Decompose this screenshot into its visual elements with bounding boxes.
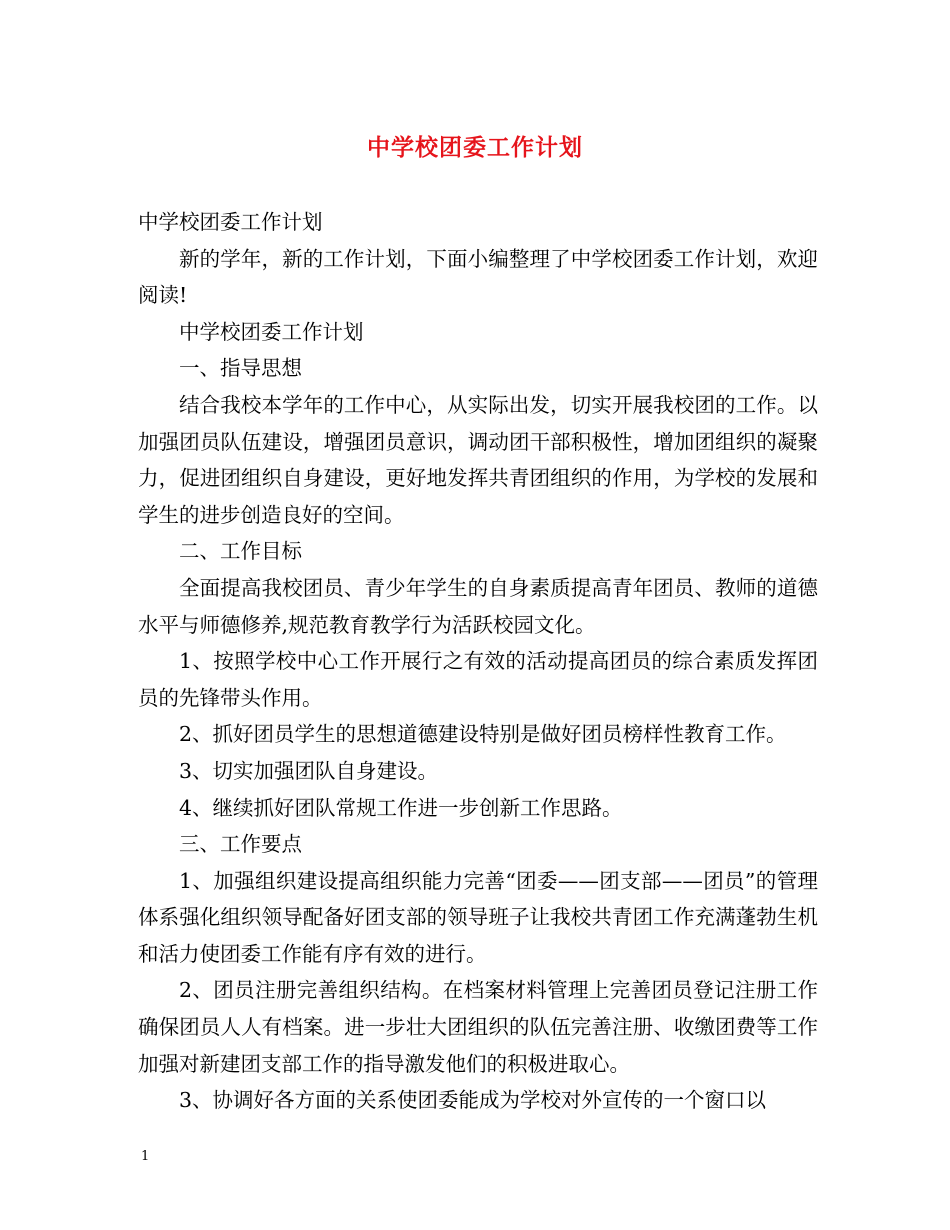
body-paragraph: 新的学年，新的工作计划，下面小编整理了中学校团委工作计划，欢迎阅读! <box>138 246 818 308</box>
body-paragraph: 中学校团委工作计划 <box>138 210 323 234</box>
list-item: 3、协调好各方面的关系使团委能成为学校对外宣传的一个窗口以 <box>179 1088 767 1113</box>
section-heading: 二、工作目标 <box>179 539 302 564</box>
body-paragraph: 结合我校本学年的工作中心，从实际出发，切实开展我校团的工作。以加强团员队伍建设，增强团员意识，调动团干部积极性，增加团组织的凝聚力，促进团组织自身建设，更好地发挥共青团组织的作用，为学校的发展和学生的进步创造良好的空间。 <box>138 392 818 527</box>
list-item: 3、切实加强团队自身建设。 <box>179 758 439 783</box>
document-title: 中学校团委工作计划 <box>367 134 583 161</box>
list-item: 2、团员注册完善组织结构。在档案材料管理上完善团员登记注册工作确保团员人人有档案。进一步壮大团组织的队伍完善注册、收缴团费等工作加强对新建团支部工作的指导激发他们的积极进取心。 <box>138 978 818 1076</box>
list-item: 4、继续抓好团队常规工作进一步创新工作思路。 <box>179 795 623 820</box>
list-item: 2、抓好团员学生的思想道德建设特别是做好团员榜样性教育工作。 <box>179 722 787 747</box>
list-item: 1、按照学校中心工作开展行之有效的活动提高团员的综合素质发挥团员的先锋带头作用。 <box>138 649 818 710</box>
section-heading: 三、工作要点 <box>179 832 302 857</box>
list-item: 1、加强组织建设提高组织能力完善“团委——团支部——团员”的管理体系强化组织领导配备好团支部的领导班子让我校共青团工作充满蓬勃生机和活力使团委工作能有序有效的进行。 <box>138 868 818 966</box>
document-body <box>138 204 818 1119</box>
page-number: 1 <box>141 1149 150 1164</box>
section-heading: 一、指导思想 <box>179 356 302 381</box>
body-paragraph: 全面提高我校团员、青少年学生的自身素质提高青年团员、教师的道德水平与师德修养,规范教育教学行为活跃校园文化。 <box>138 575 818 637</box>
body-paragraph: 中学校团委工作计划 <box>179 319 364 344</box>
